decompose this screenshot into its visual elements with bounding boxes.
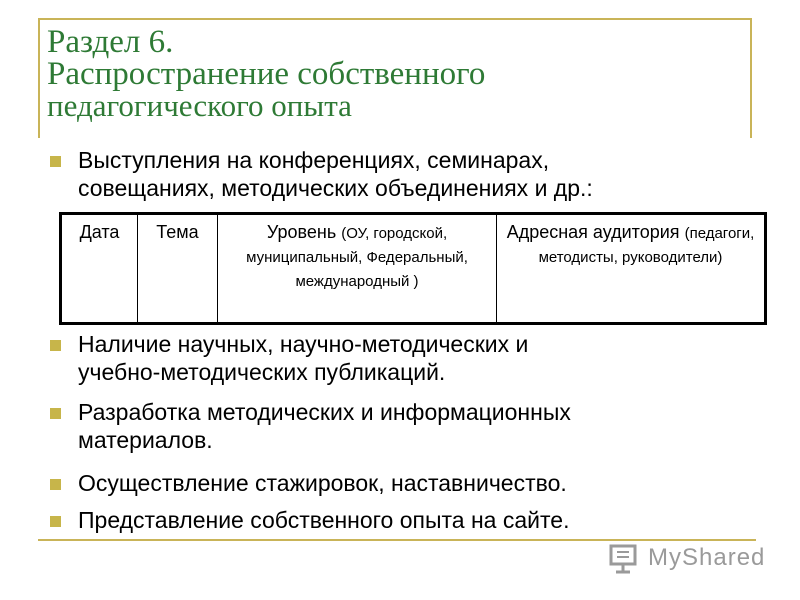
bullet-marker [50, 516, 61, 527]
myshared-logo-icon [608, 542, 642, 576]
title-line-3: педагогического опыта [47, 88, 352, 123]
myshared-logo [608, 542, 768, 576]
bullet-text [78, 146, 758, 202]
header-main: Дата [79, 222, 120, 242]
header-sub: (ОУ, городской, муниципальный, Федеральный, международный ) [246, 225, 468, 290]
bullet-marker [50, 408, 61, 419]
frame-right-line [750, 18, 752, 138]
header-sub: (педагоги, методисты, руководители) [538, 225, 755, 266]
publications-table [59, 212, 767, 325]
bullet-marker [50, 156, 61, 167]
frame-bottom-line [38, 539, 756, 541]
table-header-cell [497, 214, 766, 324]
bullet-line: Выступления на конференциях, семинарах, [78, 147, 550, 173]
header-main: Тема [156, 222, 199, 242]
bullet-line: Представление собственного опыта на сайте. [78, 507, 570, 533]
frame-left-line [38, 18, 40, 138]
bullet-line: материалов. [78, 427, 213, 453]
bullet-marker [50, 340, 61, 351]
bullet-text [78, 506, 758, 534]
bullet-line: учебно-методических публикаций. [78, 359, 446, 385]
bullet-line: совещаниях, методических объединениях и др.: [78, 175, 593, 201]
table-header-cell [138, 214, 218, 324]
header-main: Уровень [266, 222, 337, 242]
bullet-line: Осуществление стажировок, наставничество. [78, 470, 567, 496]
table-header-cell [218, 214, 497, 324]
title-line-2: Распространение собственного [47, 56, 486, 92]
bullet-text [78, 398, 758, 454]
frame-top-line [38, 18, 752, 20]
slide-title [47, 26, 737, 122]
table-header-cell [61, 214, 138, 324]
logo-text: MyShared [648, 544, 766, 571]
bullet-line: Разработка методических и информационных [78, 399, 571, 425]
bullet-marker [50, 479, 61, 490]
bullet-text [78, 469, 758, 497]
bullet-text [78, 330, 758, 386]
header-main: Адресная аудитория [506, 222, 680, 242]
bullet-line: Наличие научных, научно-методических и [78, 331, 529, 357]
table-header-row [61, 214, 766, 324]
title-line-1: Раздел 6. [47, 24, 174, 60]
